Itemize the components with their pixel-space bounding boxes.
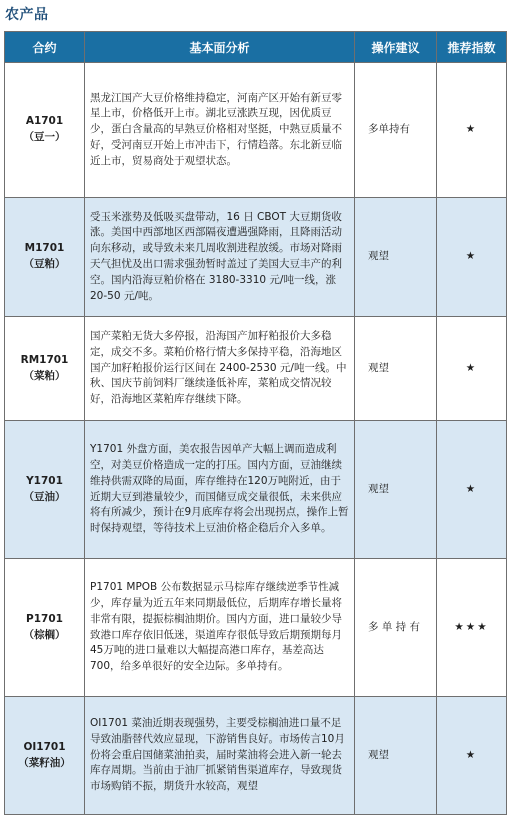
contract-code: A1701	[25, 115, 64, 128]
table-row	[5, 697, 507, 815]
rating-stars: ★	[437, 198, 507, 317]
agri-products-table	[4, 31, 507, 815]
contract-cell	[5, 559, 85, 697]
table-row	[5, 63, 507, 198]
advice-cell: 观望	[355, 421, 437, 559]
analysis-cell: 受玉米涨势及低吸买盘带动，16 日 CBOT 大豆期货收涨。美国中西部地区西部隔夜遭遇强降雨，且降雨活动向东移动，或导致未来几周收割进程放缓。市场对降雨天气担忧及出口需求强劲暂时盖过了美国大豆丰产的利空。国内沿海豆粕价格在 3180-3310 元/吨一线，涨 20-50 元/吨。	[85, 198, 355, 317]
table-header-row	[5, 32, 507, 63]
rating-stars: ★	[437, 317, 507, 421]
contract-name: （菜粕）	[23, 369, 66, 382]
header-rating: 推荐指数	[437, 32, 507, 63]
analysis-cell: P1701 MPOB 公布数据显示马棕库存继续逆季节性减少，库存量为近五年来同期最低位，后期库存增长量将非常有限，提振棕榈油期价。国内方面，进口量较少导致港口库存依旧低迷，渠道库存很低导致后期预期每月45万吨的进口量难以大幅提高港口库存，基差高达700，给多单很好的安全边际。多单持有。	[85, 559, 355, 697]
contract-code: P1701	[26, 612, 63, 625]
table-row	[5, 559, 507, 697]
rating-stars: ★	[437, 63, 507, 198]
contract-code: RM1701	[20, 353, 69, 366]
analysis-cell: OI1701 菜油近期表现强势，主要受棕榈油进口量不足导致油脂替代效应显现，下游销售良好。市场传言10月份将会重启国储菜油拍卖，届时菜油将会进入新一轮去库存周期。当前由于油厂抓紧销售渠道库存，导致现货市场购销不振，期货升水较高，观望	[85, 697, 355, 815]
contract-code: OI1701	[23, 740, 66, 753]
contract-cell	[5, 63, 85, 198]
table-row	[5, 317, 507, 421]
table-row	[5, 421, 507, 559]
contract-cell	[5, 421, 85, 559]
contract-name: （棕榈）	[23, 628, 66, 641]
analysis-cell: 黑龙江国产大豆价格维持稳定，河南产区开始有新豆零星上市，价格低开上市。湖北豆涨跌互现，因优质豆少，蛋白含量高的早熟豆价格相对坚挺，中熟豆质量不好，受河南豆开始上市冲击下，行情趋落。东北新豆临近上市，贸易商处于观望状态。	[85, 63, 355, 198]
contract-cell	[5, 198, 85, 317]
header-analysis: 基本面分析	[85, 32, 355, 63]
rating-stars: ★	[437, 697, 507, 815]
analysis-cell: Y1701 外盘方面，美农报告因单产大幅上调而造成利空，对美豆价格造成一定的打压。国内方面，豆油继续维持供需双降的局面，库存维持在120万吨附近，由于近期大豆到港量较少，而国储豆成交量很低，未来供应将有所减少，预计在9月底库存将会出现拐点，操作上暂时保持观望，等待技术上豆油价格企稳后介入多单。	[85, 421, 355, 559]
header-advice: 操作建议	[355, 32, 437, 63]
rating-stars: ★	[437, 421, 507, 559]
analysis-cell: 国产菜粕无货大多停报，沿海国产加籽粕报价大多稳定，成交不多。菜粕价格行情大多保持平稳，沿海地区国产加籽粕报价运行区间在 2400-2530 元/吨一线。中秋、国庆节前饲料厂继续逢低补库，菜粕成交情况较好，沿海地区菜粕库存继续下降。	[85, 317, 355, 421]
table-row	[5, 198, 507, 317]
advice-cell: 观望	[355, 198, 437, 317]
advice-cell: 多 单 持 有	[355, 559, 437, 697]
section-title: 农产品	[5, 7, 49, 23]
contract-name: （豆粕）	[23, 258, 66, 270]
header-contract: 合约	[5, 32, 85, 63]
advice-cell: 多单持有	[355, 63, 437, 198]
rating-stars: ★★★	[437, 559, 507, 697]
advice-cell: 观望	[355, 697, 437, 815]
advice-cell: 观望	[355, 317, 437, 421]
contract-name: （豆油）	[23, 490, 66, 503]
contract-cell	[5, 317, 85, 421]
contract-code: Y1701	[26, 474, 63, 487]
contract-cell	[5, 697, 85, 815]
contract-name: （菜籽油）	[18, 756, 71, 769]
contract-code: M1701	[24, 242, 65, 255]
contract-name: （豆一）	[23, 131, 66, 143]
